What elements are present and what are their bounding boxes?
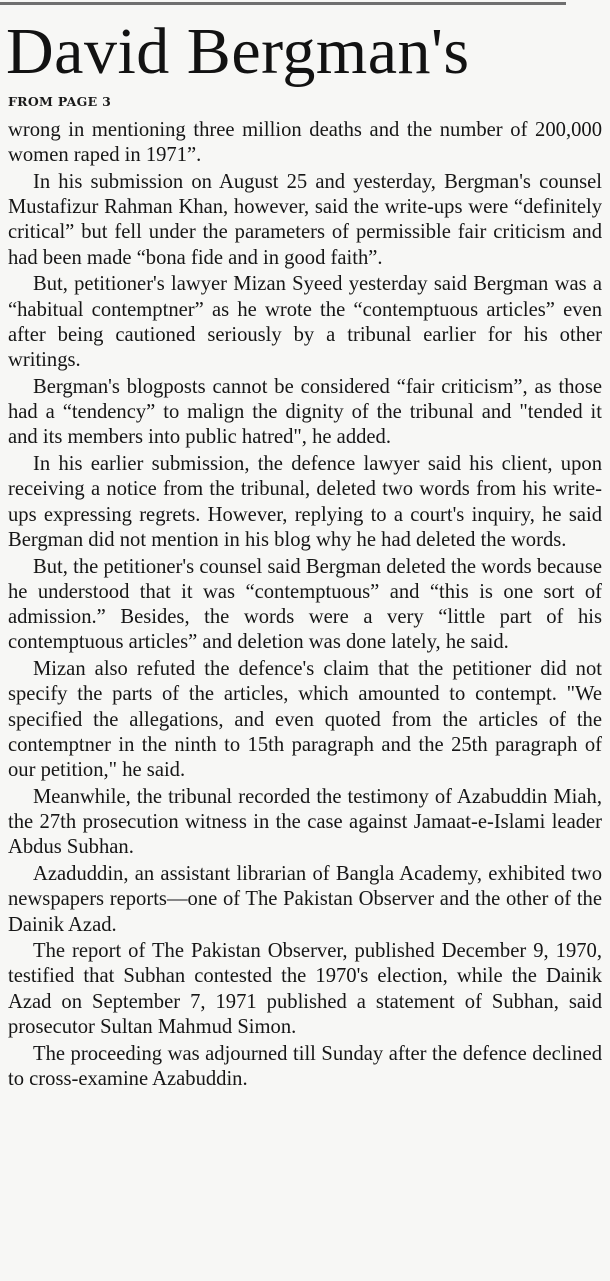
headline: David Bergman's xyxy=(6,15,470,88)
paragraph: Meanwhile, the tribunal recorded the testimony of Azabuddin Miah, the 27th prosecution witness in the case against Jamaat-e-Islami leader Abdus Subhan. xyxy=(8,785,602,859)
jump-label: FROM PAGE 3 xyxy=(8,94,112,109)
paragraph: But, petitioner's lawyer Mizan Syeed yesterday said Bergman was a “habitual contemptner” as he wrote the “contemptuous articles” even after being cautioned seriously by a tribunal earlier for his other writings. xyxy=(8,273,602,372)
paragraph: In his earlier submission, the defence lawyer said his client, upon receiving a notice from the tribunal, deleted two words from his write-ups expressing regrets. However, replying to a court's inquiry, he said Bergman did not mention in his blog why he had deleted the words. xyxy=(8,453,602,551)
paragraph: wrong in mentioning three million deaths and the number of 200,000 women raped in 1971”. xyxy=(8,119,602,167)
paragraph: Bergman's blogposts cannot be considered “fair criticism”, as those had a “tendency” to malign the dignity of the tribunal and "tended it and its members into public hatred", he added. xyxy=(8,375,602,449)
paragraph: Mizan also refuted the defence's claim that the petitioner did not specify the parts of the articles, which amounted to contempt. "We specified the allegations, and even quoted from the articles of the contemptner in the ninth to 15th paragraph and the 25th paragraph of our petition," he said. xyxy=(8,658,602,782)
article-body xyxy=(8,118,602,1094)
paragraph: The report of The Pakistan Observer, published December 9, 1970, testified that Subhan contested the 1970's election, while the Dainik Azad on September 7, 1971 published a statement of Subhan, said prosecutor Sultan Mahmud Simon. xyxy=(8,940,602,1039)
paragraph: In his submission on August 25 and yesterday, Bergman's counsel Mustafizur Rahman Khan, however, said the write-ups were “definitely critical” but fell under the parameters of permissible fair criticism and had been made “bona fide and in good faith”. xyxy=(8,170,602,269)
paragraph: The proceeding was adjourned till Sunday after the defence declined to cross-examine Azabuddin. xyxy=(8,1042,602,1090)
paragraph: Azaduddin, an assistant librarian of Bangla Academy, exhibited two newspapers reports—one of The Pakistan Observer and the other of the Dainik Azad. xyxy=(8,862,602,936)
top-rule xyxy=(0,2,566,5)
paragraph: But, the petitioner's counsel said Bergman deleted the words because he understood that it was “contemptuous” and “this is one sort of admission.” Besides, the words were a very “little part of his contemptuous articles” and deletion was done lately, he said. xyxy=(8,555,602,654)
